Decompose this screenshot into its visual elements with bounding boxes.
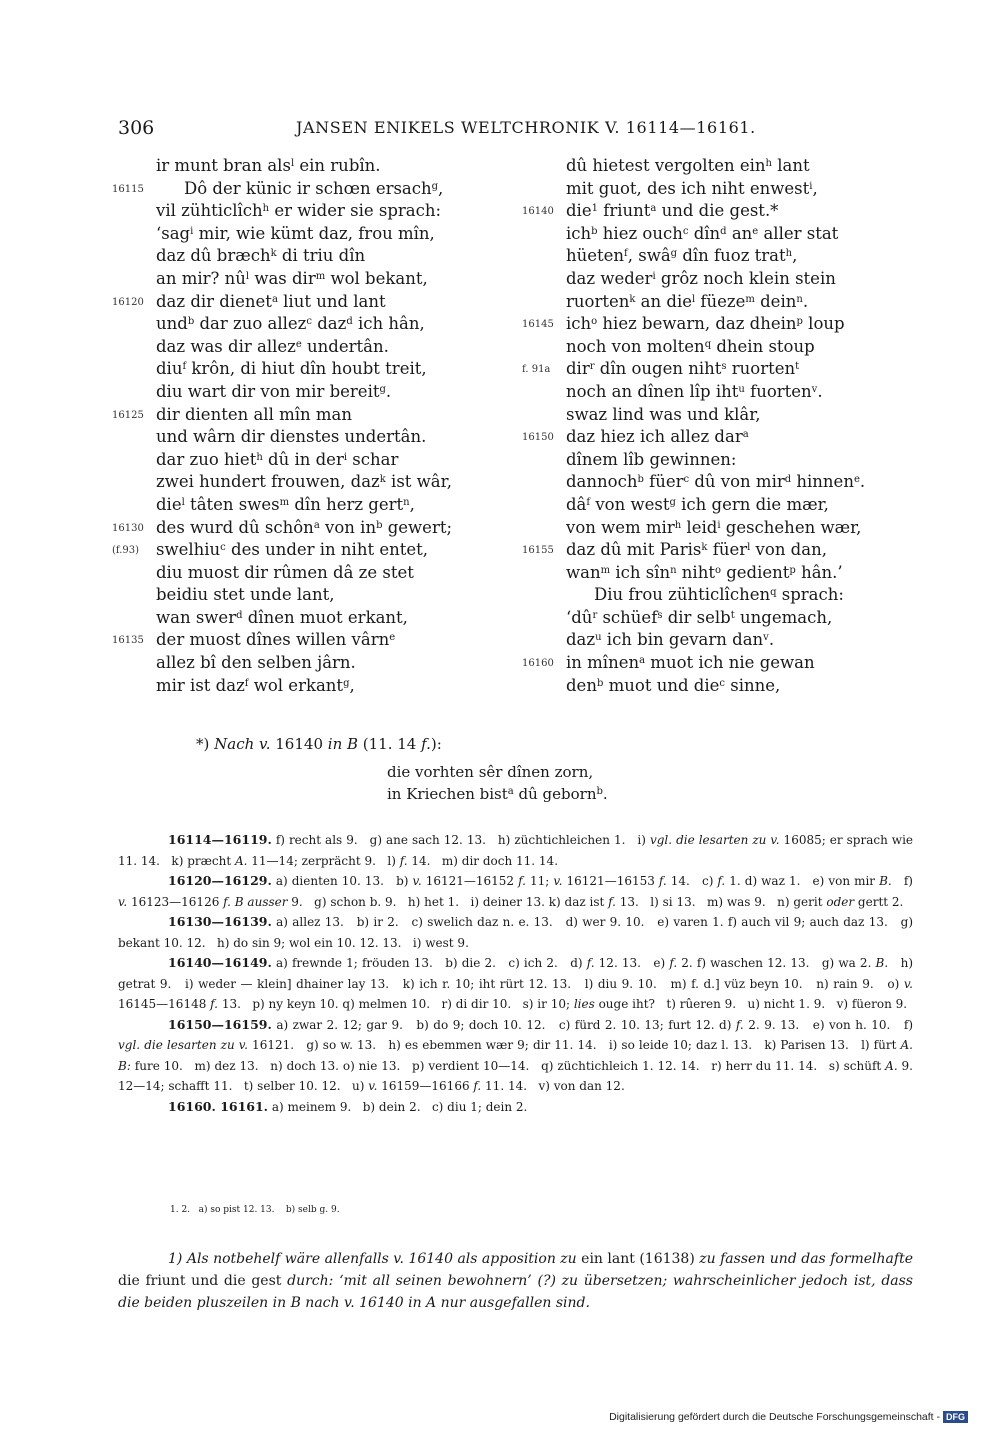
- verse-text: des wurd dû schôn$^a$ von $in^b$ gewert;: [156, 517, 453, 537]
- verse-line: [112, 471, 512, 494]
- verse-text: zwei hundert frouwen, daz$^k$ ist wâr,: [156, 472, 452, 492]
- verse-text: daz$^u$ ich bin gevarn dan$^v$.: [566, 630, 775, 650]
- verse-text: dir$^r$ dîn ougen niht$^s$ ruorten$^t$: [566, 359, 800, 379]
- verse-text: swaz lind was und klâr,: [566, 404, 761, 424]
- footer-text: Digitalisierung gefördert durch die Deutsche Forschungsgemeinschaft -: [609, 1411, 940, 1423]
- verse-line: [112, 562, 512, 585]
- verse-line: [522, 155, 922, 178]
- apparatus-entry: 16120—16129. a) dienten 10. 13. b) v. 16121—16152 f. 11; v. 16121—16153 f. 14. c) f. 1. d) waz 1. e) von mir B. f) v. 16123—16126 f. B ausser 9. g) schon b. 9. h) het 1. i) deiner 13. k) daz ist f. 13. l) si 13. m) was 9. n) gerit oder gertt 2.: [118, 873, 913, 909]
- verse-text: Dô der künic ir schœn ersach$^g$,: [184, 178, 444, 198]
- verse-text: und wârn dir dienstes undertân.: [156, 427, 427, 447]
- verse-text: wan swer$^d$ dînen muot erkant,: [156, 607, 408, 627]
- verse-text: den$^b$ muot und die$^c$ sinne,: [566, 675, 781, 695]
- verse-line: [522, 291, 922, 314]
- verse-text: ich$^b$ hiez ouch$^c$ dîn$^d$ $an^e$ aller stat: [566, 223, 839, 243]
- verse-line: [522, 223, 922, 246]
- star-footnote-variants: 1. 2. a) so pist 12. 13. b) selb g. 9.: [170, 1205, 340, 1215]
- verse-text: noch an dînen lîp iht$^u$ fuorten$^v$.: [566, 381, 823, 401]
- explanatory-footnote: 1) Als notbehelf wäre allenfalls v. 16140 als apposition zu ein lant (16138) zu fassen und das formelhafte die friunt und die gest durch: ‘mit all seinen bewohnern’ (?) zu übersetzen; wahrscheinlicher jedoch ist, dass die beiden pluszeilen in B nach v. 16140 in A nur ausgefallen sind.: [118, 1251, 913, 1311]
- verse-text: dir dienten all mîn man: [156, 404, 353, 424]
- verse-number: (f.93): [112, 545, 140, 557]
- verse-number: 16120: [112, 296, 144, 308]
- verse-number: 16140: [522, 206, 554, 218]
- verse-line: [522, 336, 922, 359]
- verse-number: 16145: [522, 319, 554, 331]
- verse-line: [112, 245, 512, 268]
- verse-line: [522, 268, 922, 291]
- verse-line: [522, 517, 922, 540]
- verse-line: [112, 539, 512, 562]
- verse-line: [112, 155, 512, 178]
- verse-text: daz hiez ich allez dar$^a$: [566, 427, 749, 447]
- verse-line: [112, 584, 512, 607]
- verse-number: 16130: [112, 522, 144, 534]
- verse-line: [522, 539, 922, 562]
- verse-line: [112, 291, 512, 314]
- verse-line: [112, 200, 512, 223]
- verse-line: [522, 607, 922, 630]
- verse-text: daz was dir allez$^e$ undertân.: [156, 336, 389, 356]
- verse-text: dannoch$^b$ füer$^c$ dû von mir$^d$ hinnen$^e$.: [566, 472, 866, 492]
- verse-line: [522, 426, 922, 449]
- verse-text: ruorten$^k$ an die$^l$ füeze$^m$ dein$^n$.: [566, 291, 809, 311]
- footer: [609, 1411, 968, 1423]
- verse-text: ‘sag$^i$ mir, wie kümt daz, frou mîn,: [156, 223, 435, 243]
- verse-line: [522, 449, 922, 472]
- verse-text: daz dir dienet$^a$ liut und lant: [156, 291, 386, 311]
- dfg-logo: DFG: [943, 1411, 968, 1423]
- verse-text: allez bî den selben jârn.: [156, 653, 356, 673]
- verse-text: wan$^m$ ich sîn$^n$ niht$^o$ gedient$^p$ hân.’: [566, 562, 843, 582]
- verse-line: [522, 178, 922, 201]
- verse-line: [522, 245, 922, 268]
- verse-line: [522, 313, 922, 336]
- verse-text: dar zuo hiet$^h$ dû in der$^i$ schar: [156, 449, 399, 469]
- verse-line: [112, 336, 512, 359]
- verse-text: dû hietest vergolten ein$^h$ lant: [566, 156, 810, 175]
- verse-line: [522, 652, 922, 675]
- verse-line: [112, 494, 512, 517]
- verse-line: [112, 358, 512, 381]
- verse-line: [522, 381, 922, 404]
- verse-text: daz dû bræch$^k$ di triu dîn: [156, 246, 366, 266]
- apparatus-entry: 16140—16149. a) frewnde 1; fröuden 13. b) die 2. c) ich 2. d) f. 12. 13. e) f. 2. f) waschen 12. 13. g) wa 2. B. h) getrat 9. i) weder — klein] dhainer lay 13. k) ich r. 10; iht rürt 12. 13. l) diu 9. 10. m) f. d.] vüz beyn 10. n) rain 9. o) v. 16145—16148 f. 13. p) ny keyn 10. q) melmen 10. r) di dir 10. s) ir 10; lies ouge iht? t) rûeren 9. u) nicht 1. 9. v) füeron 9.: [118, 955, 913, 1011]
- verse-column-left: [112, 155, 512, 697]
- verse-line: [112, 607, 512, 630]
- verse-line: [112, 675, 512, 698]
- verse-text: die$^1$ friunt$^a$ und die gest.*: [566, 201, 779, 221]
- verse-line: [522, 358, 922, 381]
- verse-text: diu wart dir von mir bereit$^g$.: [156, 381, 392, 401]
- critical-apparatus: [118, 830, 913, 1117]
- verse-line: [112, 223, 512, 246]
- verse-line: [522, 562, 922, 585]
- apparatus-entry: 16130—16139. a) allez 13. b) ir 2. c) swelich daz n. e. 13. d) wer 9. 10. e) varen 1. f) auch vil 9; auch daz 13. g) bekant 10. 12. h) do sin 9; wol ein 10. 12. 13. i) west 9.: [118, 914, 913, 950]
- verse-line: [522, 675, 922, 698]
- star-footnote-lines: [387, 761, 608, 805]
- verse-number: 16155: [522, 545, 554, 557]
- verse-text: swelhiu$^c$ des under in niht entet,: [156, 540, 428, 560]
- verse-line: [112, 629, 512, 652]
- verse-line: [112, 313, 512, 336]
- verse-column-right: [522, 155, 922, 697]
- star-footnote-intro: *) Nach v. 16140 in B (11. 14 f.):: [196, 735, 442, 753]
- verse-number: 16125: [112, 409, 144, 421]
- verse-text: und$^b$ dar zuo allez$^c$ daz$^d$ ich hân,: [156, 314, 425, 334]
- apparatus-entry: 16160. 16161. a) meinem 9. b) dein 2. c) diu 1; dein 2.: [168, 1098, 528, 1114]
- footnote-verse-line: die vorhten sêr dînen zorn,: [387, 763, 594, 781]
- verse-text: vil zühticlîch$^h$ er wider sie sprach:: [156, 201, 442, 221]
- verse-text: die$^l$ tâten swes$^m$ dîn herz gert$^n$,: [156, 494, 415, 514]
- verse-line: [112, 268, 512, 291]
- verse-number: 16150: [522, 432, 554, 444]
- verse-line: [112, 449, 512, 472]
- verse-number: f. 91a: [522, 364, 551, 376]
- verse-text: von wem mir$^h$ leid$^i$ geschehen wær,: [566, 517, 862, 537]
- verse-text: noch von molten$^q$ dhein stoup: [566, 336, 815, 356]
- verse-text: ir munt bran als$^l$ ein rubîn.: [156, 156, 381, 175]
- verse-text: ‘$dû^r$ schüef$^s$ dir selb$^t$ ungemach,: [566, 607, 833, 627]
- verse-text: dînem lîb gewinnen:: [566, 449, 737, 469]
- verse-line: [522, 584, 922, 607]
- verse-text: beidiu stet unde lant,: [156, 585, 335, 605]
- verse-text: ich$^o$ hiez bewarn, daz dhein$^p$ loup: [566, 314, 845, 334]
- apparatus-entry: 16114—16119. f) recht als 9. g) ane sach 12. 13. h) züchtichleichen 1. i) vgl. die lesarten zu v. 16085; er sprach wie 11. 14. k) præcht A. 11—14; zerprächt 9. l) f. 14. m) dir doch 11. 14.: [118, 832, 914, 868]
- apparatus-entry: 16150—16159. a) zwar 2. 12; gar 9. b) do 9; doch 10. 12. c) fürd 2. 10. 13; furt 12. d) f. 2. 9. 13. e) von h. 10. f) vgl. die lesarten zu v. 16121. g) so w. 13. h) es ebemmen wær 9; dir 11. 14. i) so leide 10; daz l. 13. k) Parisen 13. l) fürt A. B: fure 10. m) dez 13. n) doch 13. o) nie 13. p) verdient 10—14. q) züchtichleich 1. 12. 14. r) herr du 11. 14. s) schüft A. 9. 12—14; schafft 11. t) selber 10. 12. u) v. 16159—16166 f. 11. 14. v) von dan 12.: [118, 1016, 913, 1093]
- verse-text: diu$^f$ krôn, di hiut dîn houbt treit,: [156, 359, 427, 379]
- verse-line: [112, 404, 512, 427]
- verse-line: [522, 200, 922, 223]
- verse-text: diu muost dir rûmen dâ ze stet: [156, 562, 414, 582]
- verse-number: 16135: [112, 635, 144, 647]
- verse-line: [522, 404, 922, 427]
- verse-line: [522, 471, 922, 494]
- footnote-verse-line: in Kriechen bist$^a$ dû geborn$^b$.: [387, 785, 608, 803]
- verse-text: daz weder$^i$ grôz noch klein stein: [566, 268, 836, 288]
- verse-line: [112, 178, 512, 201]
- running-title: JANSEN ENIKELS WELTCHRONIK V. 16114—16161.: [296, 118, 756, 137]
- verse-text: hüeten$^f$, swâ$^g$ dîn fuoz trat$^h$,: [566, 246, 798, 266]
- verse-line: [112, 517, 512, 540]
- page-number: 306: [118, 117, 155, 139]
- verse-line: [522, 494, 922, 517]
- verse-text: daz dû mit Paris$^k$ füer$^l$ von dan,: [566, 540, 827, 560]
- verse-text: in mînen$^a$ muot ich nie gewan: [566, 653, 815, 673]
- verse-line: [112, 426, 512, 449]
- verse-text: mir ist daz$^f$ wol erkant$^g$,: [156, 675, 355, 695]
- verse-number: 16115: [112, 183, 144, 195]
- verse-line: [112, 381, 512, 404]
- verse-text: Diu frou zühticlîchen$^q$ sprach:: [594, 585, 844, 605]
- verse-text: an mir? $nû^l$ was dir$^m$ wol bekant,: [156, 268, 428, 288]
- verse-line: [522, 629, 922, 652]
- verse-number: 16160: [522, 658, 554, 670]
- verse-text: der muost dînes willen vârn$^e$: [156, 630, 396, 650]
- verse-line: [112, 652, 512, 675]
- verse-text: $dâ^f$ von west$^g$ ich gern die mær,: [566, 494, 829, 514]
- verse-text: mit guot, des ich niht enwest$^i$,: [566, 178, 818, 198]
